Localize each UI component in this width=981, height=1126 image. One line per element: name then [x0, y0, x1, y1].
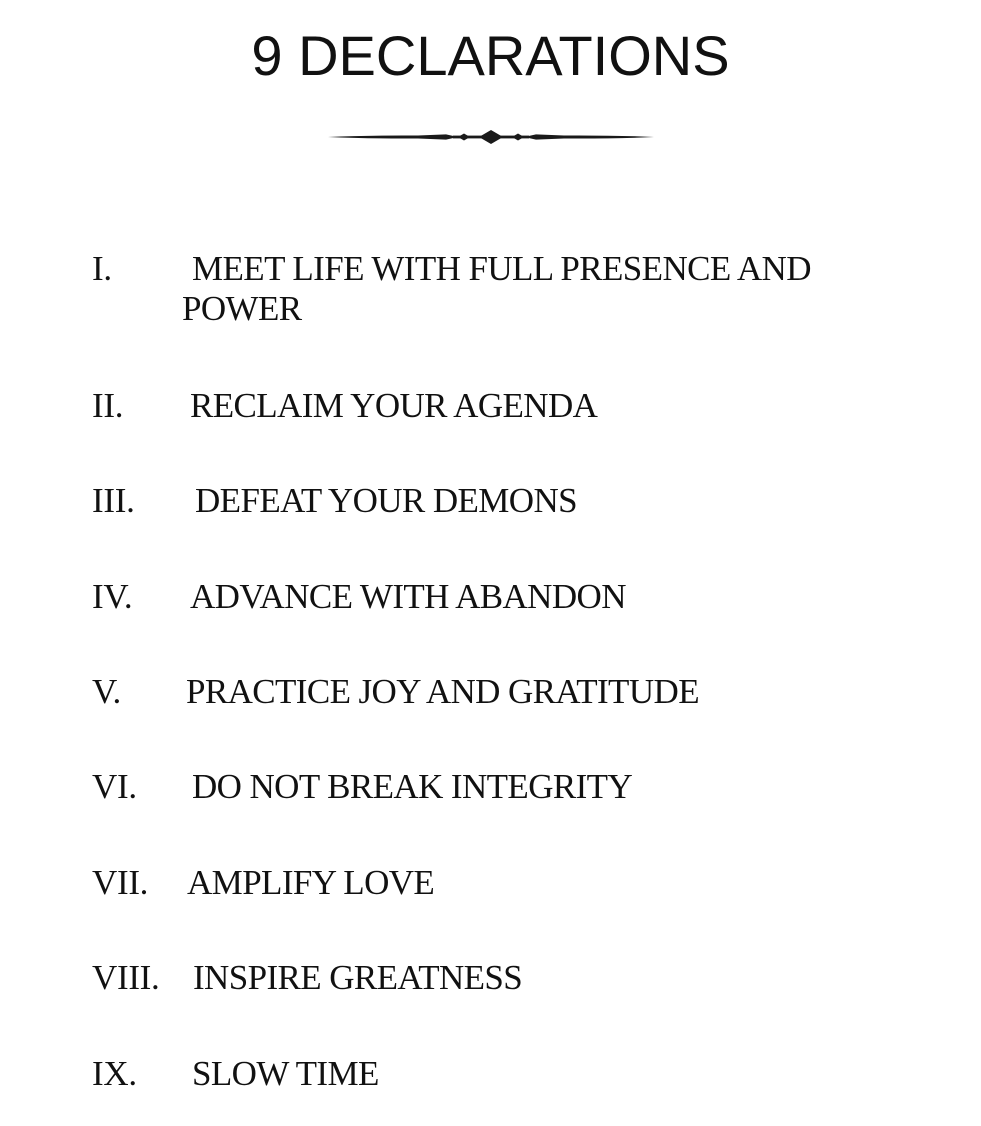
declaration-numeral: VIII.: [92, 958, 160, 997]
declaration-numeral: VII.: [92, 863, 149, 902]
declaration-numeral: II.: [92, 386, 124, 425]
declaration-numeral: IV.: [92, 577, 133, 616]
page-title: 9 DECLARATIONS: [251, 24, 730, 87]
declaration-numeral: V.: [92, 672, 121, 711]
declaration-text: DO NOT BREAK INTEGRITY: [192, 767, 633, 806]
declaration-text: PRACTICE JOY AND GRATITUDE: [186, 672, 699, 711]
declaration-text-continued: POWER: [182, 289, 302, 328]
declaration-numeral: VI.: [92, 767, 137, 806]
declaration-text: ADVANCE WITH ABANDON: [190, 577, 626, 616]
declaration-text: DEFEAT YOUR DEMONS: [195, 481, 578, 520]
declaration-text: AMPLIFY LOVE: [187, 863, 435, 902]
declaration-text: SLOW TIME: [192, 1054, 379, 1093]
declaration-numeral: III.: [92, 481, 135, 520]
declaration-text: RECLAIM YOUR AGENDA: [190, 386, 598, 425]
declaration-text: INSPIRE GREATNESS: [193, 958, 523, 997]
declaration-numeral: IX.: [92, 1054, 137, 1093]
declaration-text: MEET LIFE WITH FULL PRESENCE AND: [192, 249, 811, 288]
declaration-numeral: I.: [92, 249, 112, 288]
